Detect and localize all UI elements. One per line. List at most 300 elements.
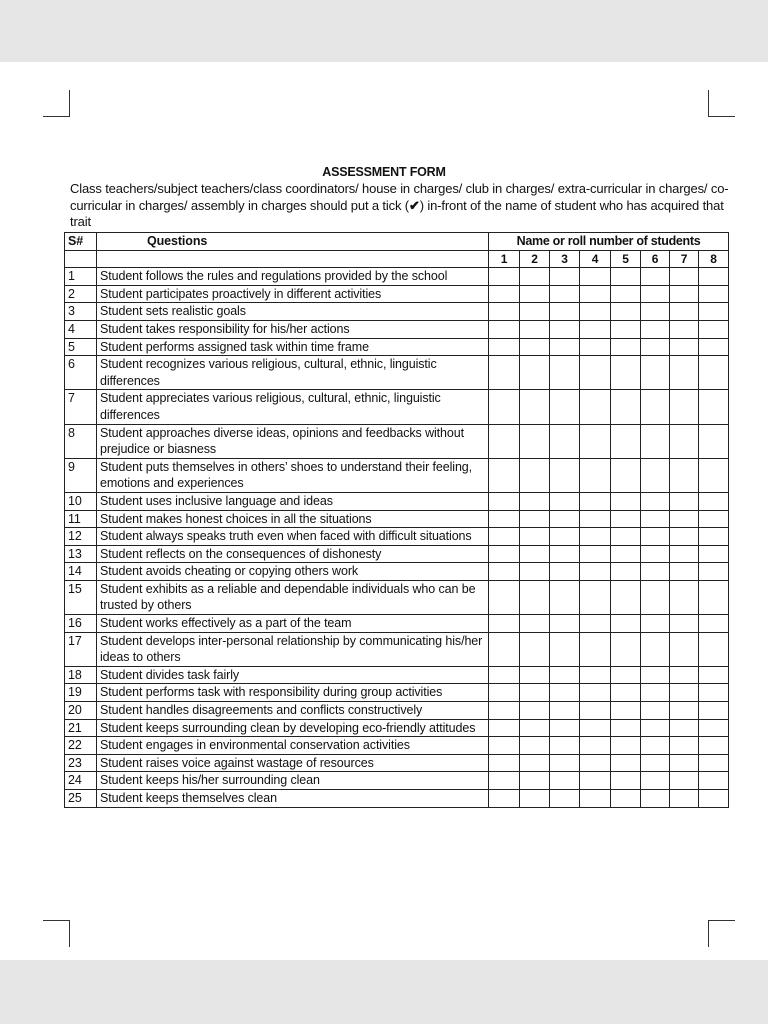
question-text: Student makes honest choices in all the situations <box>97 510 489 528</box>
tick-cell[interactable] <box>550 390 580 424</box>
tick-cell[interactable] <box>550 458 580 492</box>
table-row <box>65 268 729 286</box>
tick-cell[interactable] <box>489 545 520 563</box>
student-column-number: 3 <box>550 250 580 268</box>
tick-cell[interactable] <box>550 338 580 356</box>
table-row <box>65 563 729 581</box>
serial-number: 8 <box>65 424 97 458</box>
serial-number: 5 <box>65 338 97 356</box>
question-text: Student performs task with responsibility during group activities <box>97 684 489 702</box>
tick-cell[interactable] <box>580 390 611 424</box>
tick-cell[interactable] <box>670 632 699 666</box>
serial-number: 16 <box>65 615 97 633</box>
serial-number: 6 <box>65 356 97 390</box>
serial-number: 2 <box>65 285 97 303</box>
tick-cell[interactable] <box>641 702 670 720</box>
serial-number: 17 <box>65 632 97 666</box>
tick-cell[interactable] <box>489 772 520 790</box>
tick-cell[interactable] <box>580 563 611 581</box>
tick-cell[interactable] <box>520 684 550 702</box>
tick-cell[interactable] <box>520 528 550 546</box>
tick-cell[interactable] <box>550 754 580 772</box>
tick-cell[interactable] <box>489 702 520 720</box>
tick-cell[interactable] <box>550 492 580 510</box>
table-row <box>65 772 729 790</box>
serial-number: 23 <box>65 754 97 772</box>
tick-cell[interactable] <box>550 615 580 633</box>
tick-cell[interactable] <box>641 545 670 563</box>
question-text: Student participates proactively in different activities <box>97 285 489 303</box>
tick-cell[interactable] <box>489 719 520 737</box>
tick-cell[interactable] <box>670 390 699 424</box>
table-row <box>65 320 729 338</box>
tick-cell[interactable] <box>520 510 550 528</box>
tick-cell[interactable] <box>489 320 520 338</box>
question-rows <box>65 268 729 807</box>
tick-cell[interactable] <box>550 424 580 458</box>
tick-cell[interactable] <box>550 320 580 338</box>
tick-cell[interactable] <box>641 285 670 303</box>
serial-number: 1 <box>65 268 97 286</box>
question-text: Student handles disagreements and conflicts constructively <box>97 702 489 720</box>
header-questions: Questions <box>97 233 489 251</box>
tick-cell[interactable] <box>699 492 729 510</box>
tick-cell[interactable] <box>670 285 699 303</box>
tick-cell[interactable] <box>611 719 641 737</box>
document-page <box>0 62 768 960</box>
tick-cell[interactable] <box>641 356 670 390</box>
tick-cell[interactable] <box>611 492 641 510</box>
tick-cell[interactable] <box>580 458 611 492</box>
tick-cell[interactable] <box>670 492 699 510</box>
tick-cell[interactable] <box>641 684 670 702</box>
tick-cell[interactable] <box>670 580 699 614</box>
tick-cell[interactable] <box>520 424 550 458</box>
tick-cell[interactable] <box>670 754 699 772</box>
tick-cell[interactable] <box>699 458 729 492</box>
tick-cell[interactable] <box>670 737 699 755</box>
crop-mark-bottom-right <box>708 920 735 947</box>
tick-cell[interactable] <box>699 285 729 303</box>
tick-cell[interactable] <box>550 772 580 790</box>
tick-cell[interactable] <box>699 320 729 338</box>
tick-cell[interactable] <box>520 615 550 633</box>
tick-cell[interactable] <box>699 790 729 808</box>
tick-cell[interactable] <box>699 356 729 390</box>
header-student-names: Name or roll number of students <box>489 233 729 251</box>
tick-cell[interactable] <box>520 390 550 424</box>
tick-cell[interactable] <box>641 320 670 338</box>
tick-cell[interactable] <box>611 424 641 458</box>
question-text: Student avoids cheating or copying others work <box>97 563 489 581</box>
tick-cell[interactable] <box>580 684 611 702</box>
tick-cell[interactable] <box>489 338 520 356</box>
question-text: Student works effectively as a part of the team <box>97 615 489 633</box>
student-column-number: 2 <box>520 250 550 268</box>
serial-number: 3 <box>65 303 97 321</box>
tick-cell[interactable] <box>550 684 580 702</box>
tick-cell[interactable] <box>670 545 699 563</box>
tick-cell[interactable] <box>580 790 611 808</box>
tick-cell[interactable] <box>489 790 520 808</box>
question-text: Student exhibits as a reliable and dependable individuals who can be trusted by others <box>97 580 489 614</box>
tick-cell[interactable] <box>550 563 580 581</box>
table-row <box>65 684 729 702</box>
table-row <box>65 285 729 303</box>
tick-cell[interactable] <box>611 666 641 684</box>
tick-cell[interactable] <box>520 632 550 666</box>
tick-cell[interactable] <box>611 268 641 286</box>
serial-number: 19 <box>65 684 97 702</box>
tick-cell[interactable] <box>489 458 520 492</box>
question-text: Student puts themselves in others’ shoes to understand their feeling, emotions and experiences <box>97 458 489 492</box>
tick-cell[interactable] <box>641 790 670 808</box>
tick-cell[interactable] <box>670 666 699 684</box>
tick-cell[interactable] <box>580 303 611 321</box>
tick-cell[interactable] <box>520 563 550 581</box>
tick-cell[interactable] <box>489 510 520 528</box>
tick-cell[interactable] <box>520 338 550 356</box>
tick-cell[interactable] <box>699 268 729 286</box>
question-text: Student takes responsibility for his/her actions <box>97 320 489 338</box>
tick-cell[interactable] <box>550 510 580 528</box>
tick-cell[interactable] <box>611 615 641 633</box>
tick-cell[interactable] <box>550 528 580 546</box>
tick-cell[interactable] <box>550 285 580 303</box>
tick-cell[interactable] <box>611 528 641 546</box>
tick-cell[interactable] <box>550 303 580 321</box>
tick-cell[interactable] <box>580 615 611 633</box>
tick-cell[interactable] <box>580 424 611 458</box>
tick-cell[interactable] <box>611 684 641 702</box>
serial-number: 21 <box>65 719 97 737</box>
question-text: Student develops inter-personal relationship by communicating his/her ideas to others <box>97 632 489 666</box>
table-row <box>65 580 729 614</box>
tick-cell[interactable] <box>520 790 550 808</box>
tick-cell[interactable] <box>550 702 580 720</box>
student-number-row <box>65 250 729 268</box>
tick-cell[interactable] <box>580 268 611 286</box>
tick-cell[interactable] <box>520 303 550 321</box>
serial-number: 13 <box>65 545 97 563</box>
tick-cell[interactable] <box>580 580 611 614</box>
table-row <box>65 424 729 458</box>
tick-cell[interactable] <box>611 356 641 390</box>
tick-cell[interactable] <box>520 719 550 737</box>
empty-header-cell <box>97 250 489 268</box>
tick-cell[interactable] <box>611 754 641 772</box>
question-text: Student performs assigned task within time frame <box>97 338 489 356</box>
question-text: Student always speaks truth even when faced with difficult situations <box>97 528 489 546</box>
tick-cell[interactable] <box>489 580 520 614</box>
tick-cell[interactable] <box>520 580 550 614</box>
tick-cell[interactable] <box>641 772 670 790</box>
tick-cell[interactable] <box>699 424 729 458</box>
tick-cell[interactable] <box>489 666 520 684</box>
question-text: Student keeps themselves clean <box>97 790 489 808</box>
tick-cell[interactable] <box>580 772 611 790</box>
tick-cell[interactable] <box>489 356 520 390</box>
serial-number: 11 <box>65 510 97 528</box>
tick-cell[interactable] <box>699 666 729 684</box>
tick-cell[interactable] <box>699 615 729 633</box>
tick-cell[interactable] <box>699 545 729 563</box>
table-row <box>65 754 729 772</box>
tick-cell[interactable] <box>489 737 520 755</box>
tick-cell[interactable] <box>611 458 641 492</box>
question-text: Student recognizes various religious, cultural, ethnic, linguistic differences <box>97 356 489 390</box>
tick-cell[interactable] <box>641 632 670 666</box>
header-serial-number: S# <box>65 233 97 251</box>
tick-cell[interactable] <box>641 492 670 510</box>
tick-cell[interactable] <box>489 632 520 666</box>
question-text: Student follows the rules and regulations provided by the school <box>97 268 489 286</box>
tick-cell[interactable] <box>611 338 641 356</box>
question-text: Student keeps his/her surrounding clean <box>97 772 489 790</box>
tick-cell[interactable] <box>489 754 520 772</box>
tick-cell[interactable] <box>670 528 699 546</box>
question-text: Student uses inclusive language and ideas <box>97 492 489 510</box>
serial-number: 9 <box>65 458 97 492</box>
tick-cell[interactable] <box>699 684 729 702</box>
tick-cell[interactable] <box>670 356 699 390</box>
tick-cell[interactable] <box>611 632 641 666</box>
crop-mark-top-right <box>708 90 735 117</box>
tick-cell[interactable] <box>489 285 520 303</box>
tick-cell[interactable] <box>699 702 729 720</box>
tick-cell[interactable] <box>520 737 550 755</box>
tick-cell[interactable] <box>489 424 520 458</box>
tick-cell[interactable] <box>489 303 520 321</box>
tick-cell[interactable] <box>641 424 670 458</box>
table-row <box>65 303 729 321</box>
table-row <box>65 737 729 755</box>
tick-cell[interactable] <box>641 563 670 581</box>
tick-cell[interactable] <box>699 737 729 755</box>
tick-cell[interactable] <box>550 356 580 390</box>
tick-cell[interactable] <box>611 737 641 755</box>
tick-cell[interactable] <box>699 338 729 356</box>
tick-cell[interactable] <box>670 338 699 356</box>
tick-cell[interactable] <box>520 458 550 492</box>
tick-cell[interactable] <box>489 528 520 546</box>
serial-number: 18 <box>65 666 97 684</box>
tick-cell[interactable] <box>489 684 520 702</box>
tick-cell[interactable] <box>641 580 670 614</box>
question-text: Student engages in environmental conservation activities <box>97 737 489 755</box>
question-text: Student sets realistic goals <box>97 303 489 321</box>
tick-cell[interactable] <box>580 320 611 338</box>
table-row <box>65 356 729 390</box>
tick-cell[interactable] <box>699 528 729 546</box>
question-text: Student divides task fairly <box>97 666 489 684</box>
tick-cell[interactable] <box>670 510 699 528</box>
tick-cell[interactable] <box>611 545 641 563</box>
tick-cell[interactable] <box>699 563 729 581</box>
tick-cell[interactable] <box>611 563 641 581</box>
tick-cell[interactable] <box>580 737 611 755</box>
tick-cell[interactable] <box>580 338 611 356</box>
tick-cell[interactable] <box>489 390 520 424</box>
serial-number: 12 <box>65 528 97 546</box>
tick-cell[interactable] <box>611 702 641 720</box>
tick-cell[interactable] <box>489 563 520 581</box>
tick-cell[interactable] <box>489 492 520 510</box>
tick-cell[interactable] <box>699 772 729 790</box>
instructions-text-end: ) in-front of the name of student who has acquired that trait <box>70 197 724 229</box>
tick-cell[interactable] <box>580 285 611 303</box>
tick-cell[interactable] <box>611 390 641 424</box>
tick-cell[interactable] <box>641 528 670 546</box>
tick-cell[interactable] <box>580 754 611 772</box>
tick-cell[interactable] <box>520 666 550 684</box>
tick-cell[interactable] <box>670 772 699 790</box>
serial-number: 25 <box>65 790 97 808</box>
tick-cell[interactable] <box>611 320 641 338</box>
question-text: Student appreciates various religious, cultural, ethnic, linguistic differences <box>97 390 489 424</box>
tick-cell[interactable] <box>641 666 670 684</box>
tick-cell[interactable] <box>611 790 641 808</box>
tick-cell[interactable] <box>580 719 611 737</box>
tick-cell[interactable] <box>699 754 729 772</box>
assessment-table <box>64 232 729 808</box>
tick-cell[interactable] <box>550 632 580 666</box>
crop-mark-top-left <box>43 90 70 117</box>
table-row <box>65 632 729 666</box>
tick-cell[interactable] <box>489 268 520 286</box>
tick-cell[interactable] <box>580 702 611 720</box>
serial-number: 24 <box>65 772 97 790</box>
tick-cell[interactable] <box>520 285 550 303</box>
table-row <box>65 545 729 563</box>
tick-cell[interactable] <box>489 615 520 633</box>
tick-cell[interactable] <box>520 772 550 790</box>
student-column-number: 8 <box>699 250 729 268</box>
tick-cell[interactable] <box>580 528 611 546</box>
table-row <box>65 338 729 356</box>
tick-cell[interactable] <box>580 510 611 528</box>
crop-mark-bottom-left <box>43 920 70 947</box>
tick-cell[interactable] <box>641 458 670 492</box>
tick-cell[interactable] <box>611 285 641 303</box>
tick-cell[interactable] <box>611 510 641 528</box>
tick-cell[interactable] <box>641 719 670 737</box>
table-row <box>65 510 729 528</box>
form-instructions <box>70 181 730 231</box>
student-column-number: 4 <box>580 250 611 268</box>
tick-cell[interactable] <box>641 338 670 356</box>
serial-number: 15 <box>65 580 97 614</box>
tick-cell[interactable] <box>520 492 550 510</box>
tick-cell[interactable] <box>611 303 641 321</box>
student-column-number: 5 <box>611 250 641 268</box>
table-row <box>65 666 729 684</box>
serial-number: 14 <box>65 563 97 581</box>
tick-cell[interactable] <box>550 666 580 684</box>
tick-cell[interactable] <box>580 492 611 510</box>
tick-cell[interactable] <box>520 545 550 563</box>
tick-cell[interactable] <box>580 356 611 390</box>
tick-cell[interactable] <box>699 719 729 737</box>
tick-cell[interactable] <box>550 737 580 755</box>
tick-cell[interactable] <box>670 684 699 702</box>
table-row <box>65 492 729 510</box>
serial-number: 4 <box>65 320 97 338</box>
tick-cell[interactable] <box>550 790 580 808</box>
tick-cell[interactable] <box>641 303 670 321</box>
tick-cell[interactable] <box>670 458 699 492</box>
tick-cell[interactable] <box>520 268 550 286</box>
tick-icon: ✔ <box>408 197 420 213</box>
empty-header-cell <box>65 250 97 268</box>
tick-cell[interactable] <box>670 790 699 808</box>
serial-number: 22 <box>65 737 97 755</box>
serial-number: 10 <box>65 492 97 510</box>
table-row <box>65 719 729 737</box>
tick-cell[interactable] <box>580 632 611 666</box>
tick-cell[interactable] <box>670 303 699 321</box>
student-column-number: 7 <box>670 250 699 268</box>
question-text: Student raises voice against wastage of resources <box>97 754 489 772</box>
tick-cell[interactable] <box>580 545 611 563</box>
tick-cell[interactable] <box>520 320 550 338</box>
tick-cell[interactable] <box>699 303 729 321</box>
tick-cell[interactable] <box>550 545 580 563</box>
table-row <box>65 790 729 808</box>
tick-cell[interactable] <box>670 424 699 458</box>
serial-number: 20 <box>65 702 97 720</box>
tick-cell[interactable] <box>641 268 670 286</box>
tick-cell[interactable] <box>641 615 670 633</box>
form-title: ASSESSMENT FORM <box>322 165 446 179</box>
tick-cell[interactable] <box>699 390 729 424</box>
question-text: Student reflects on the consequences of dishonesty <box>97 545 489 563</box>
tick-cell[interactable] <box>670 719 699 737</box>
tick-cell[interactable] <box>550 580 580 614</box>
question-text: Student approaches diverse ideas, opinions and feedbacks without prejudice or biasness <box>97 424 489 458</box>
instructions-text-start: Class teachers/subject teachers/class coordinators/ house in charges/ club in charges/ extra-curricular in charges/ co-curricular in charges/ assembly in charges should put a tick ( <box>70 181 729 213</box>
tick-cell[interactable] <box>550 268 580 286</box>
tick-cell[interactable] <box>699 632 729 666</box>
tick-cell[interactable] <box>699 510 729 528</box>
tick-cell[interactable] <box>699 580 729 614</box>
tick-cell[interactable] <box>611 580 641 614</box>
table-row <box>65 528 729 546</box>
tick-cell[interactable] <box>670 268 699 286</box>
tick-cell[interactable] <box>670 563 699 581</box>
table-row <box>65 458 729 492</box>
table-header-row <box>65 233 729 251</box>
tick-cell[interactable] <box>641 754 670 772</box>
serial-number: 7 <box>65 390 97 424</box>
table-row <box>65 390 729 424</box>
tick-cell[interactable] <box>670 615 699 633</box>
tick-cell[interactable] <box>641 390 670 424</box>
tick-cell[interactable] <box>670 702 699 720</box>
student-column-number: 6 <box>641 250 670 268</box>
question-text: Student keeps surrounding clean by developing eco-friendly attitudes <box>97 719 489 737</box>
tick-cell[interactable] <box>520 754 550 772</box>
tick-cell[interactable] <box>520 702 550 720</box>
tick-cell[interactable] <box>641 737 670 755</box>
tick-cell[interactable] <box>611 772 641 790</box>
student-column-number: 1 <box>489 250 520 268</box>
tick-cell[interactable] <box>641 510 670 528</box>
tick-cell[interactable] <box>550 719 580 737</box>
tick-cell[interactable] <box>520 356 550 390</box>
tick-cell[interactable] <box>580 666 611 684</box>
tick-cell[interactable] <box>670 320 699 338</box>
